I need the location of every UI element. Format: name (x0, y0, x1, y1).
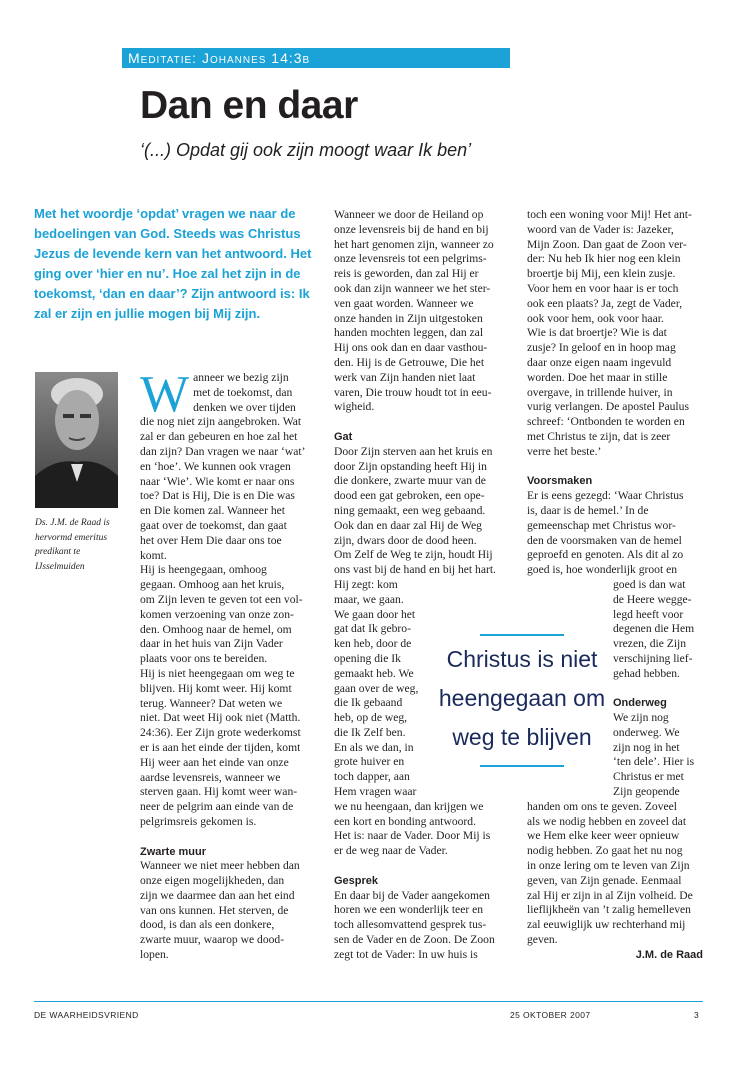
pull-quote (432, 634, 612, 767)
col2-p1-line: ven gaat worden. Wanneer we (334, 296, 474, 310)
col2-p3-line: toch allesomvattend gesprek tus- (334, 918, 487, 932)
section-heading-onderweg: Onderweg (613, 697, 667, 710)
col3-p3-line: ‘ten dele’. Hier is (613, 755, 695, 769)
col3-p2-line: Er is eens gezegd: ‘Waar Christus (527, 489, 684, 503)
col3-p1-line: Voor hem en voor haar is er toch (527, 281, 679, 295)
col1-p2-line: gegaan. Omhoog aan het kruis, (140, 578, 285, 592)
col1-p3-line: niet. Dat weet Hij ook niet (Matth. (140, 711, 301, 725)
col2-p2-line: die Ik gebaand (334, 696, 403, 710)
col3-p2-line: degenen die Hem (613, 622, 695, 636)
col2-p1-line: handen mochten leggen, dan zal (334, 326, 484, 340)
col3-p1-line: ook een plaats? Ja, zegt de Vader, (527, 296, 683, 310)
col2-p2-line: zijn, dwars door de dood heen. (334, 533, 477, 547)
col1-p3-line: Hij weer aan het einde van onze (140, 755, 289, 769)
section-heading-gat: Gat (334, 430, 353, 443)
col2-p2-line: die donkere, zwarte muur van de (334, 474, 486, 488)
col1-p2-line: komen verzoening van onze zon- (140, 607, 294, 621)
col2-p2-line: maar, we gaan. (334, 592, 404, 606)
col2-p2-line: gemaakt heb. We (334, 666, 414, 680)
col2-p2-line: Hem vragen waar (334, 785, 417, 799)
col3-p3-line: zal Hij er zijn in al Zijn volheid. De (527, 888, 693, 902)
pull-quote-line-3: weg te blijven (452, 724, 592, 750)
col2-p2-line: dood een gat gebroken, een ope- (334, 489, 485, 503)
col3-p1-line: schreef: ‘Ontbonden te worden en (527, 415, 685, 429)
col3-p1-line: vurig verlangen. De apostel Paulus (527, 400, 689, 414)
col2-p2-line: We gaan door het (334, 607, 416, 621)
col1-p4-line: dood, is dan als een donkere, (140, 918, 275, 932)
pull-quote-line-1: Christus is niet (446, 646, 598, 672)
col2-p2-line: gaan over de weg, (334, 681, 419, 695)
col3-p2-line: goed is dan wat (613, 577, 686, 591)
col3-p3-line: zijn nog in het (613, 740, 680, 754)
col1-p1-line: komt. (140, 548, 167, 562)
article-column-3 (527, 208, 707, 963)
col1-p1-line: en ‘hoe’. We kunnen ook vragen (140, 459, 291, 473)
col2-p2-line: we nu heengaan, dan krijgen we (334, 799, 484, 813)
col2-p2-line: gat dat Ik gebro- (334, 622, 411, 636)
section-heading-gesprek: Gesprek (334, 874, 379, 887)
col2-p1-line: Wanneer we door de Heiland op (334, 208, 484, 221)
col3-p1-line: worden. Doe het maar in stille (527, 370, 668, 384)
col3-p3-line: lieflijkheën van ’t zalig hemelleven (527, 903, 691, 917)
col2-p2-line: opening die Ik (334, 651, 401, 665)
col3-p3-line: Christus er met (613, 770, 684, 784)
col2-p2-line: Om Zelf de Weg te zijn, houdt Hij (334, 548, 493, 562)
author-photo (35, 372, 118, 508)
col3-p3-line: handen om ons te geven. Zoveel (527, 799, 678, 813)
col3-p3-line: Zijn geopende (613, 785, 680, 799)
intro-paragraph: Met het woordje ‘opdat’ vragen we naar de bedoelingen van God. Steeds was Christus Jezus de levende kern van het antwoord. Het ging over ‘hier en nu’. Hoe zal het zijn in de toekomst, ‘dan en daar’? Zijn antwoord is: Ik zal er zijn en jullie mogen bij Mij zijn. (34, 206, 312, 321)
section-label: Meditatie: Johannes 14:3b (122, 48, 510, 68)
col2-p2-line: Het is: naar de Vader. Door Mij is (334, 829, 491, 843)
col2-p1-line: wigheid. (334, 400, 375, 414)
footer-divider (34, 1001, 703, 1002)
col1-p4-line: onze eigen mogelijkheden, dan (140, 874, 285, 888)
col2-p2-line: toch dapper, aan (334, 770, 410, 784)
col2-p2-line: er de weg naar de Vader. (334, 844, 448, 858)
section-heading-voorsmaken: Voorsmaken (527, 475, 593, 488)
col3-p3-line: als we nodig hebben en zoveel dat (527, 814, 687, 828)
col3-p3-line: nodig hebben. Zo gaat het nu nog (527, 844, 683, 858)
col3-p2-line: goed is, hoe wonderlijk groot en (527, 563, 678, 577)
col3-p3-line: we Hem elke keer weer opnieuw (527, 829, 680, 843)
pull-quote-line-2: heengegaan om (438, 685, 606, 711)
col1-p4-line: van ons kunnen. Het sterven, de (140, 903, 289, 917)
col2-p2-line: heb, op de weg, (334, 711, 408, 725)
col3-p3-line: geven. (527, 933, 558, 947)
col1-p3-line: er is aan het einde der tijden, komt (140, 740, 301, 754)
col3-p1-line: met Christus te zijn, dat is zeer (527, 429, 671, 443)
col3-p2-line: is, daar is de hemel.’ In de (527, 503, 649, 517)
col1-p1-line: die nog niet zijn aangebroken. Wat (140, 415, 302, 429)
col3-p2-line: gemeenschap met Christus wor- (527, 518, 676, 532)
col1-p3-line: terug. Wanneer? Dat weten we (140, 696, 283, 710)
article-subtitle: ‘(...) Opdat gij ook zijn moogt waar Ik ben’ (140, 140, 472, 160)
col1-p2-line: daar in het huis van Zijn Vader (140, 637, 283, 651)
col2-p1-line: onze handen in Zijn uitgestoken (334, 311, 483, 325)
col1-p1-line: anneer we bezig zijn (193, 371, 289, 384)
drop-cap: W (140, 366, 190, 423)
col3-p2-line: legd heeft voor (613, 607, 684, 621)
col1-p3-line: 24:36). Eer Zijn grote wederkomst (140, 726, 301, 740)
col1-p3-line: neer de pelgrim aan einde van de (140, 800, 294, 814)
col1-p4-line: lopen. (140, 948, 169, 962)
col1-p2-line: plaats voor ons te bereiden. (140, 652, 268, 666)
col1-p1-line: denken we over tijden (193, 400, 296, 414)
col3-p2-line: vrezen, die Zijn (613, 637, 687, 651)
col3-p1-line: ook voor hem, ook voor haar. (527, 311, 664, 325)
col2-p2-line: een kort en bonding antwoord. (334, 814, 476, 828)
col2-p1-line: onze levensreis bij de hand en bij (334, 222, 489, 236)
col1-p1-line: dan zijn? Dan vragen we naar ‘wat’ (140, 444, 306, 458)
col2-p2-line: ning gemaakt, een weg gebaand. (334, 503, 486, 517)
col3-p3-line: geven, van Zijn genade. Eenmaal (527, 873, 682, 887)
author-signature: J.M. de Raad (635, 948, 703, 961)
col2-p2-line: En als we dan, in (334, 740, 414, 754)
col1-p2-line: Hij is heengegaan, omhoog (140, 563, 267, 577)
col2-p1-line: reis is geworden, dan zal Hij er (334, 267, 479, 281)
col2-p2-line: Hij zegt: kom (334, 577, 398, 591)
section-heading-zwarte-muur: Zwarte muur (140, 845, 207, 858)
col1-p1-line: en Die komen zal. Wanneer het (140, 504, 286, 518)
col3-p1-line: daar onze eigen naam ingevuld (527, 355, 672, 369)
col2-p2-line: grote huiver en (334, 755, 405, 769)
col3-p1-line: zusje? In geloof en in hoop mag (527, 341, 676, 355)
col1-p2-line: den. Omhoog naar de hemel, om (140, 622, 292, 636)
col1-p1-line: met de toekomst, dan (193, 385, 293, 399)
col2-p1-line: den. Hij is de Getrouwe, Die het (334, 355, 485, 369)
col3-p3-line: in onze lering om te leven van Zijn (527, 859, 690, 873)
col2-p2-line: door Zijn opstanding heeft Hij in (334, 459, 487, 473)
col3-p1-line: Wie is dat broertje? Wie is dat (527, 326, 667, 340)
col1-p4-line: Wanneer we niet meer hebben dan (140, 859, 300, 873)
col2-p2-line: Door Zijn sterven aan het kruis en (334, 444, 493, 458)
col2-p2-line: ken heb, door de (334, 637, 412, 651)
col3-p2-line: de Heere wegge- (613, 592, 692, 606)
col3-p1-line: verre het beste.’ (527, 444, 602, 458)
col1-p3-line: pelgrimsreis gekomen is. (140, 814, 257, 828)
col2-p1-line: het hart genomen zijn, wanneer zo (334, 237, 494, 251)
footer-publication: DE WAARHEIDSVRIEND (34, 1010, 139, 1020)
col3-p1-line: toch een woning voor Mij! Het ant- (527, 208, 692, 221)
col1-p3-line: Hij is niet heengegaan om weg te (140, 666, 295, 680)
col3-p3-line: zal eeuwiglijk uw rechterhand mij (527, 918, 686, 932)
col1-p1-line: toe? Dat is Hij, Die is en Die was (140, 489, 295, 503)
col2-p3-line: sen de Vader en de Zoon. De Zoon (334, 933, 495, 947)
col1-p3-line: blijven. Hij komt weer. Hij komt (140, 681, 292, 695)
col2-p1-line: ook dan zijn wanneer we het ster- (334, 281, 491, 295)
col1-p3-line: aardse levensreis, wanneer we (140, 770, 281, 784)
col3-p1-line: Mijn Zoon. Dan gaat de Zoon ver- (527, 237, 687, 251)
photo-caption: Ds. J.M. de Raad is hervormd emeritus predikant te IJsselmuiden (35, 518, 110, 572)
col2-p1-line: onze levensreis tot een pelgrims- (334, 252, 487, 266)
col2-p2-line: Ook dan en daar zal Hij de Weg (334, 518, 482, 532)
col3-p2-line: gehad hebben. (613, 666, 680, 680)
col1-p3-line: sterven gaan. Hij komt weer wan- (140, 785, 298, 799)
article-column-1 (140, 366, 320, 963)
col1-p4-line: zijn we daarmee dan aan het eind (140, 888, 295, 902)
col2-p3-line: horen we een wonderlijk teer en (334, 903, 484, 917)
col3-p1-line: der: Nu heb Ik hier nog een klein (527, 252, 681, 266)
col1-p1-line: naar ‘Wie’. Wie komt er naar ons (140, 474, 295, 488)
col3-p2-line: den de voorsmaken van de hemel (527, 533, 682, 547)
col3-p3-line: onderweg. We (613, 725, 680, 739)
article-title: Dan en daar (140, 84, 358, 127)
col1-p2-line: om Zijn leven te geven tot een vol- (140, 592, 303, 606)
col2-p1-line: varen, Die trouw houdt tot in eeu- (334, 385, 492, 399)
col2-p2-line: die Ik Zelf ben. (334, 725, 406, 739)
footer-page-number: 3 (694, 1010, 700, 1020)
col3-p1-line: overgave, in trillende huiver, in (527, 385, 673, 399)
article-column-2 (334, 208, 514, 963)
col3-p2-line: geproefd en genoten. Als dit al zo (527, 548, 684, 562)
col2-p1-line: werk van Zijn handen niet laat (334, 370, 476, 384)
col1-p1-line: het over Hem Die daar ons toe (140, 533, 282, 547)
col3-p3-line: We zijn nog (613, 711, 669, 725)
col1-p1-line: zal er dan gebeuren en hoe zal het (140, 430, 298, 444)
col2-p3-line: zegt tot de Vader: In uw huis is (334, 947, 478, 961)
col1-p4-line: zwarte muur, waarop we dood- (140, 933, 285, 947)
footer-date: 25 OKTOBER 2007 (510, 1010, 591, 1020)
pull-quote-rule-bottom (480, 765, 564, 767)
col3-p2-line: verschijning lief- (613, 651, 693, 665)
col1-p1-line: gaat over de toekomst, dan gaat (140, 518, 287, 532)
col3-p1-line: woord van de Vader is: Jazeker, (527, 222, 674, 236)
col2-p3-line: En daar bij de Vader aangekomen (334, 888, 490, 902)
col2-p1-line: Hij ons ook dan en daar vasthou- (334, 341, 488, 355)
col2-p2-line: ons vast bij de hand en bij het hart. (334, 563, 496, 577)
col3-p1-line: broertje bij Mij, een klein zusje. (527, 267, 676, 281)
pull-quote-rule-top (480, 634, 564, 636)
